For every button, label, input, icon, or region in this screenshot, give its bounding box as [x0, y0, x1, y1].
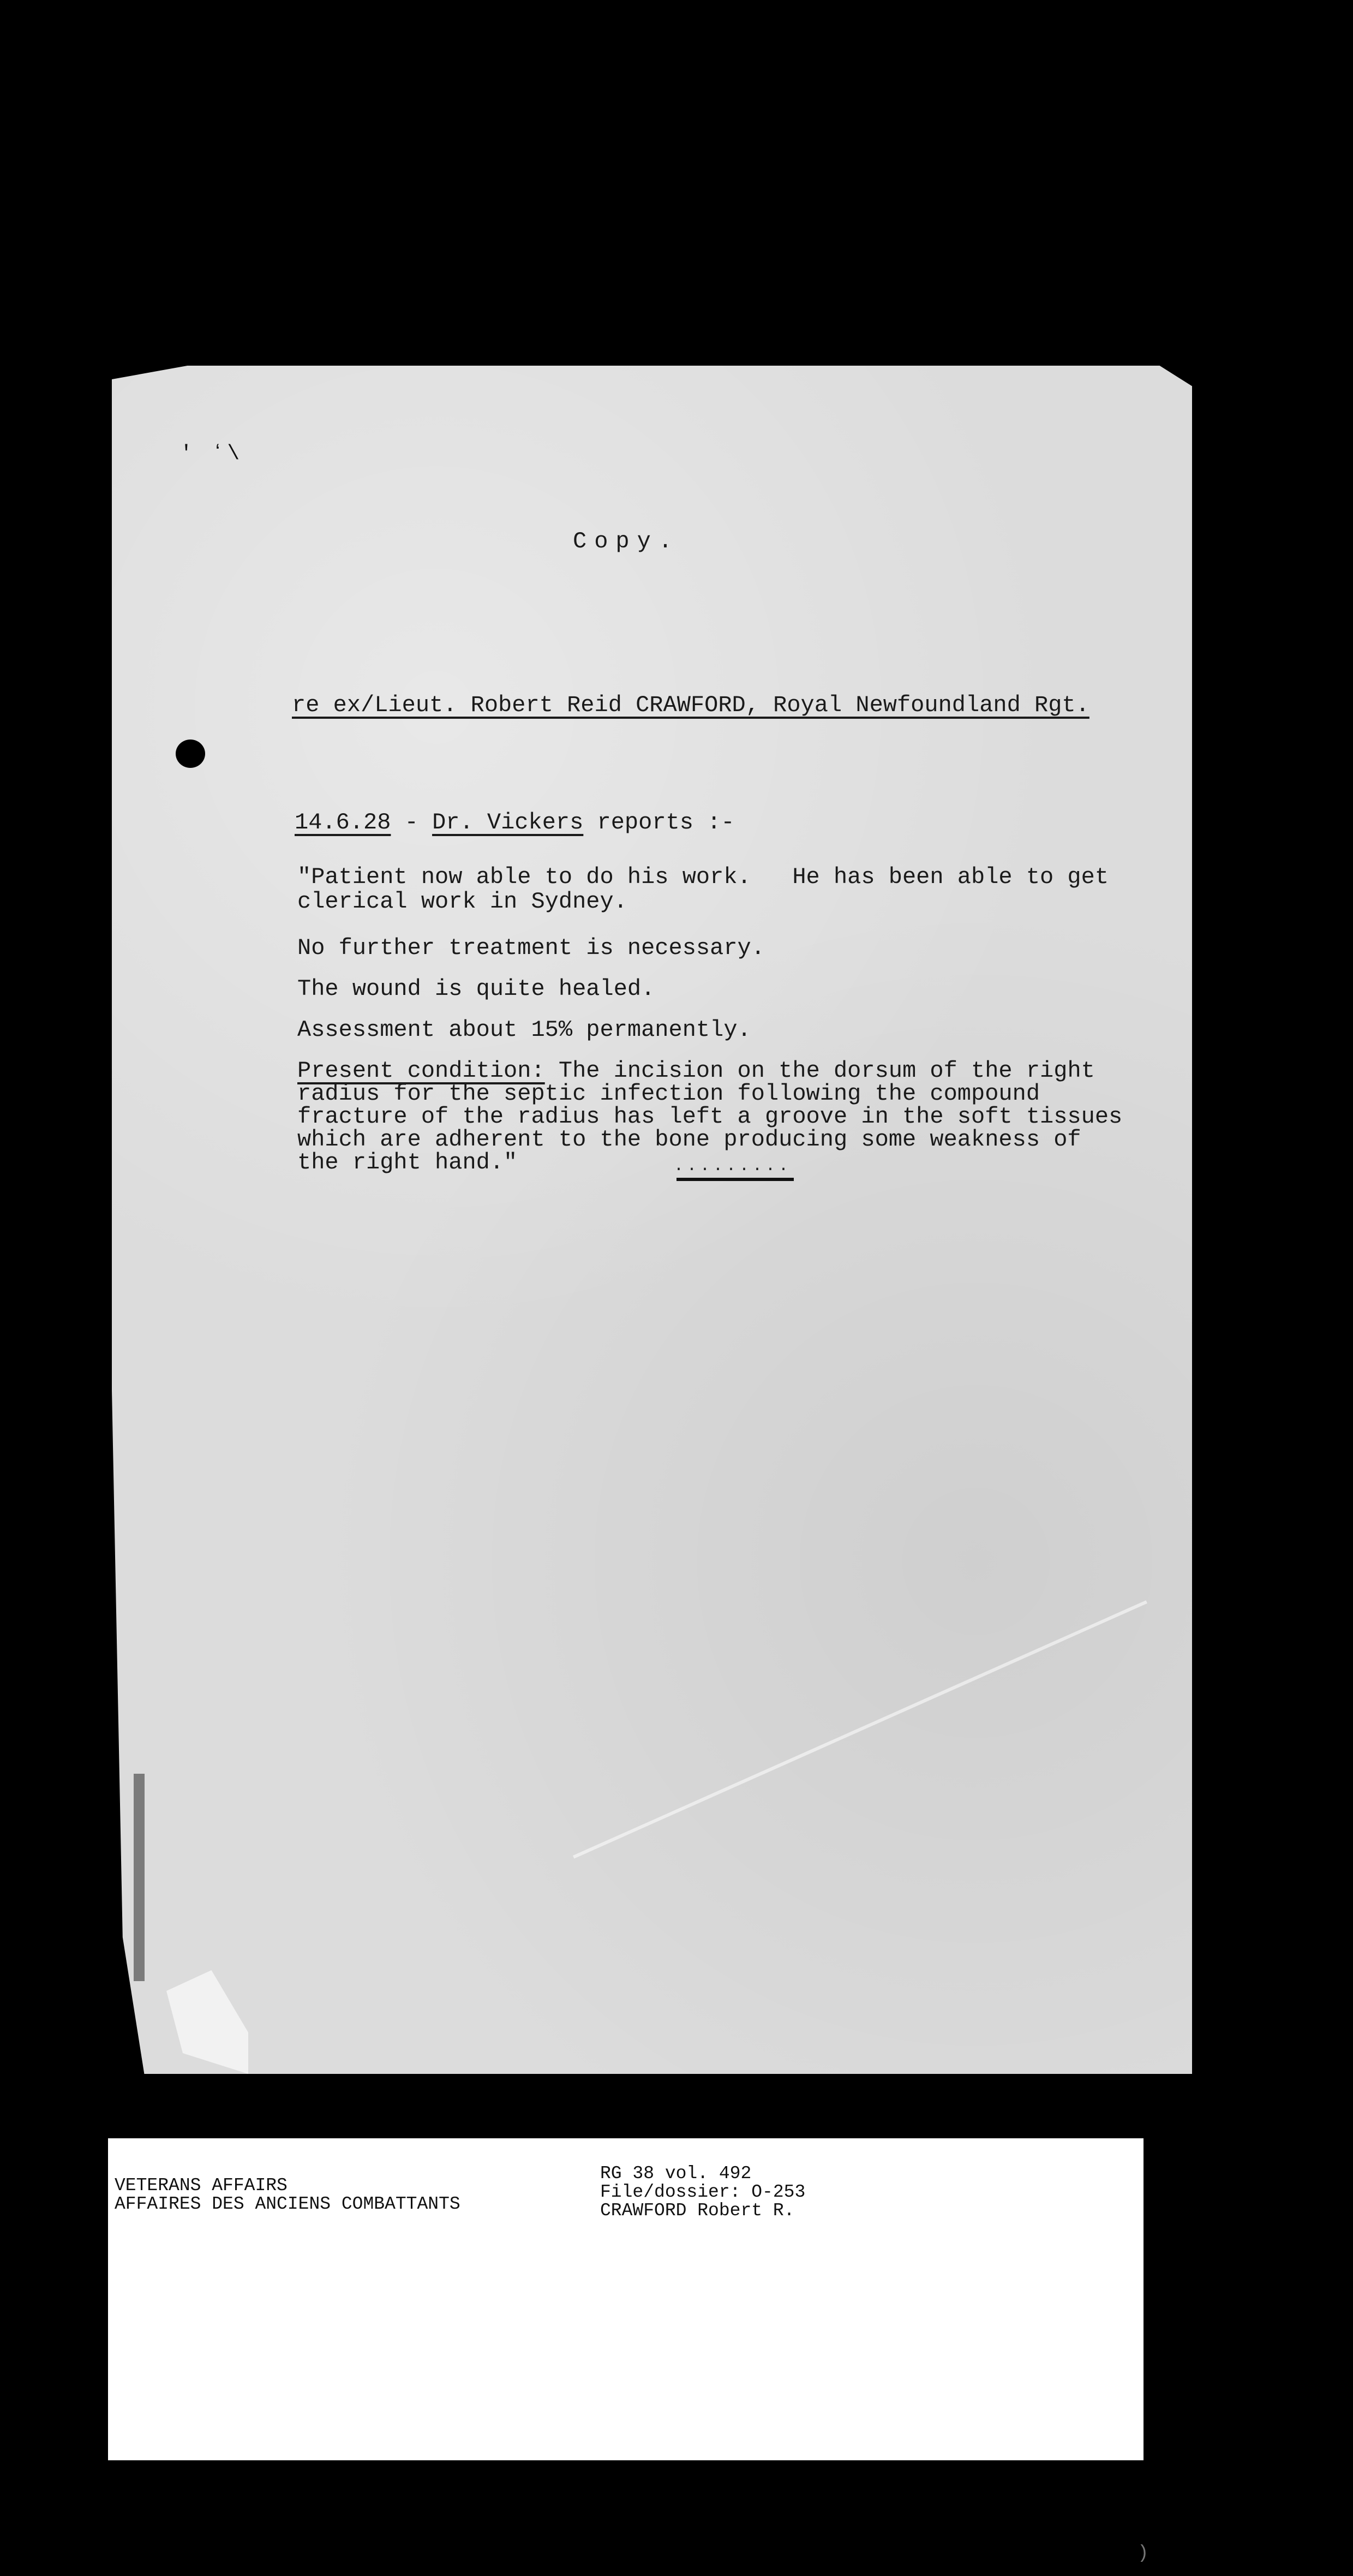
- dotted-leader: .........: [674, 1157, 792, 1176]
- paragraph-2: No further treatment is necessary.: [297, 935, 765, 961]
- archive-reference: [600, 2164, 805, 2220]
- present-condition-line-1: [297, 1059, 1095, 1083]
- subject-line: re ex/Lieut. Robert Reid CRAWFORD, Royal Newfoundland Rgt.: [292, 692, 1089, 718]
- paragraph-1-line-1: "Patient now able to do his work. He has been able to get: [297, 864, 1109, 890]
- corner-mark: ): [1138, 2543, 1149, 2564]
- paragraph-3: The wound is quite healed.: [297, 976, 655, 1002]
- record-group-volume: RG 38 vol. 492: [600, 2163, 752, 2184]
- ink-marks: ' ʻ\: [180, 442, 243, 466]
- report-header: [295, 810, 735, 834]
- doctor-name: Dr. Vickers: [432, 809, 584, 836]
- document-page: [112, 366, 1192, 2074]
- punch-hole: [176, 740, 205, 768]
- page-edge-shadow: [134, 1774, 145, 1981]
- present-condition-text: The incision on the dorsum of the right: [544, 1058, 1095, 1084]
- file-number: File/dossier: O-253: [600, 2182, 806, 2202]
- date-separator: -: [391, 809, 433, 836]
- department-french: AFFAIRES DES ANCIENS COMBATTANTS: [115, 2194, 460, 2214]
- reports-text: reports :-: [583, 809, 735, 836]
- present-condition-line-3: fracture of the radius has left a groove in the soft tissues: [297, 1104, 1123, 1130]
- present-condition-line-5: the right hand.": [297, 1149, 518, 1176]
- end-rule: [676, 1178, 794, 1181]
- present-condition-line-2: radius for the septic infection following the compound: [297, 1081, 1040, 1107]
- paragraph-1-line-2: clerical work in Sydney.: [297, 889, 627, 915]
- department-english: VETERANS AFFAIRS: [115, 2175, 288, 2196]
- paragraph-4: Assessment about 15% permanently.: [297, 1017, 751, 1043]
- report-date: 14.6.28: [295, 809, 391, 836]
- present-condition-line-4: which are adherent to the bone producing some weakness of: [297, 1126, 1081, 1153]
- subject-name: CRAWFORD Robert R.: [600, 2201, 795, 2221]
- copy-label: Copy.: [573, 528, 680, 554]
- present-condition-label: Present condition:: [297, 1058, 545, 1084]
- archive-department: [115, 2177, 460, 2214]
